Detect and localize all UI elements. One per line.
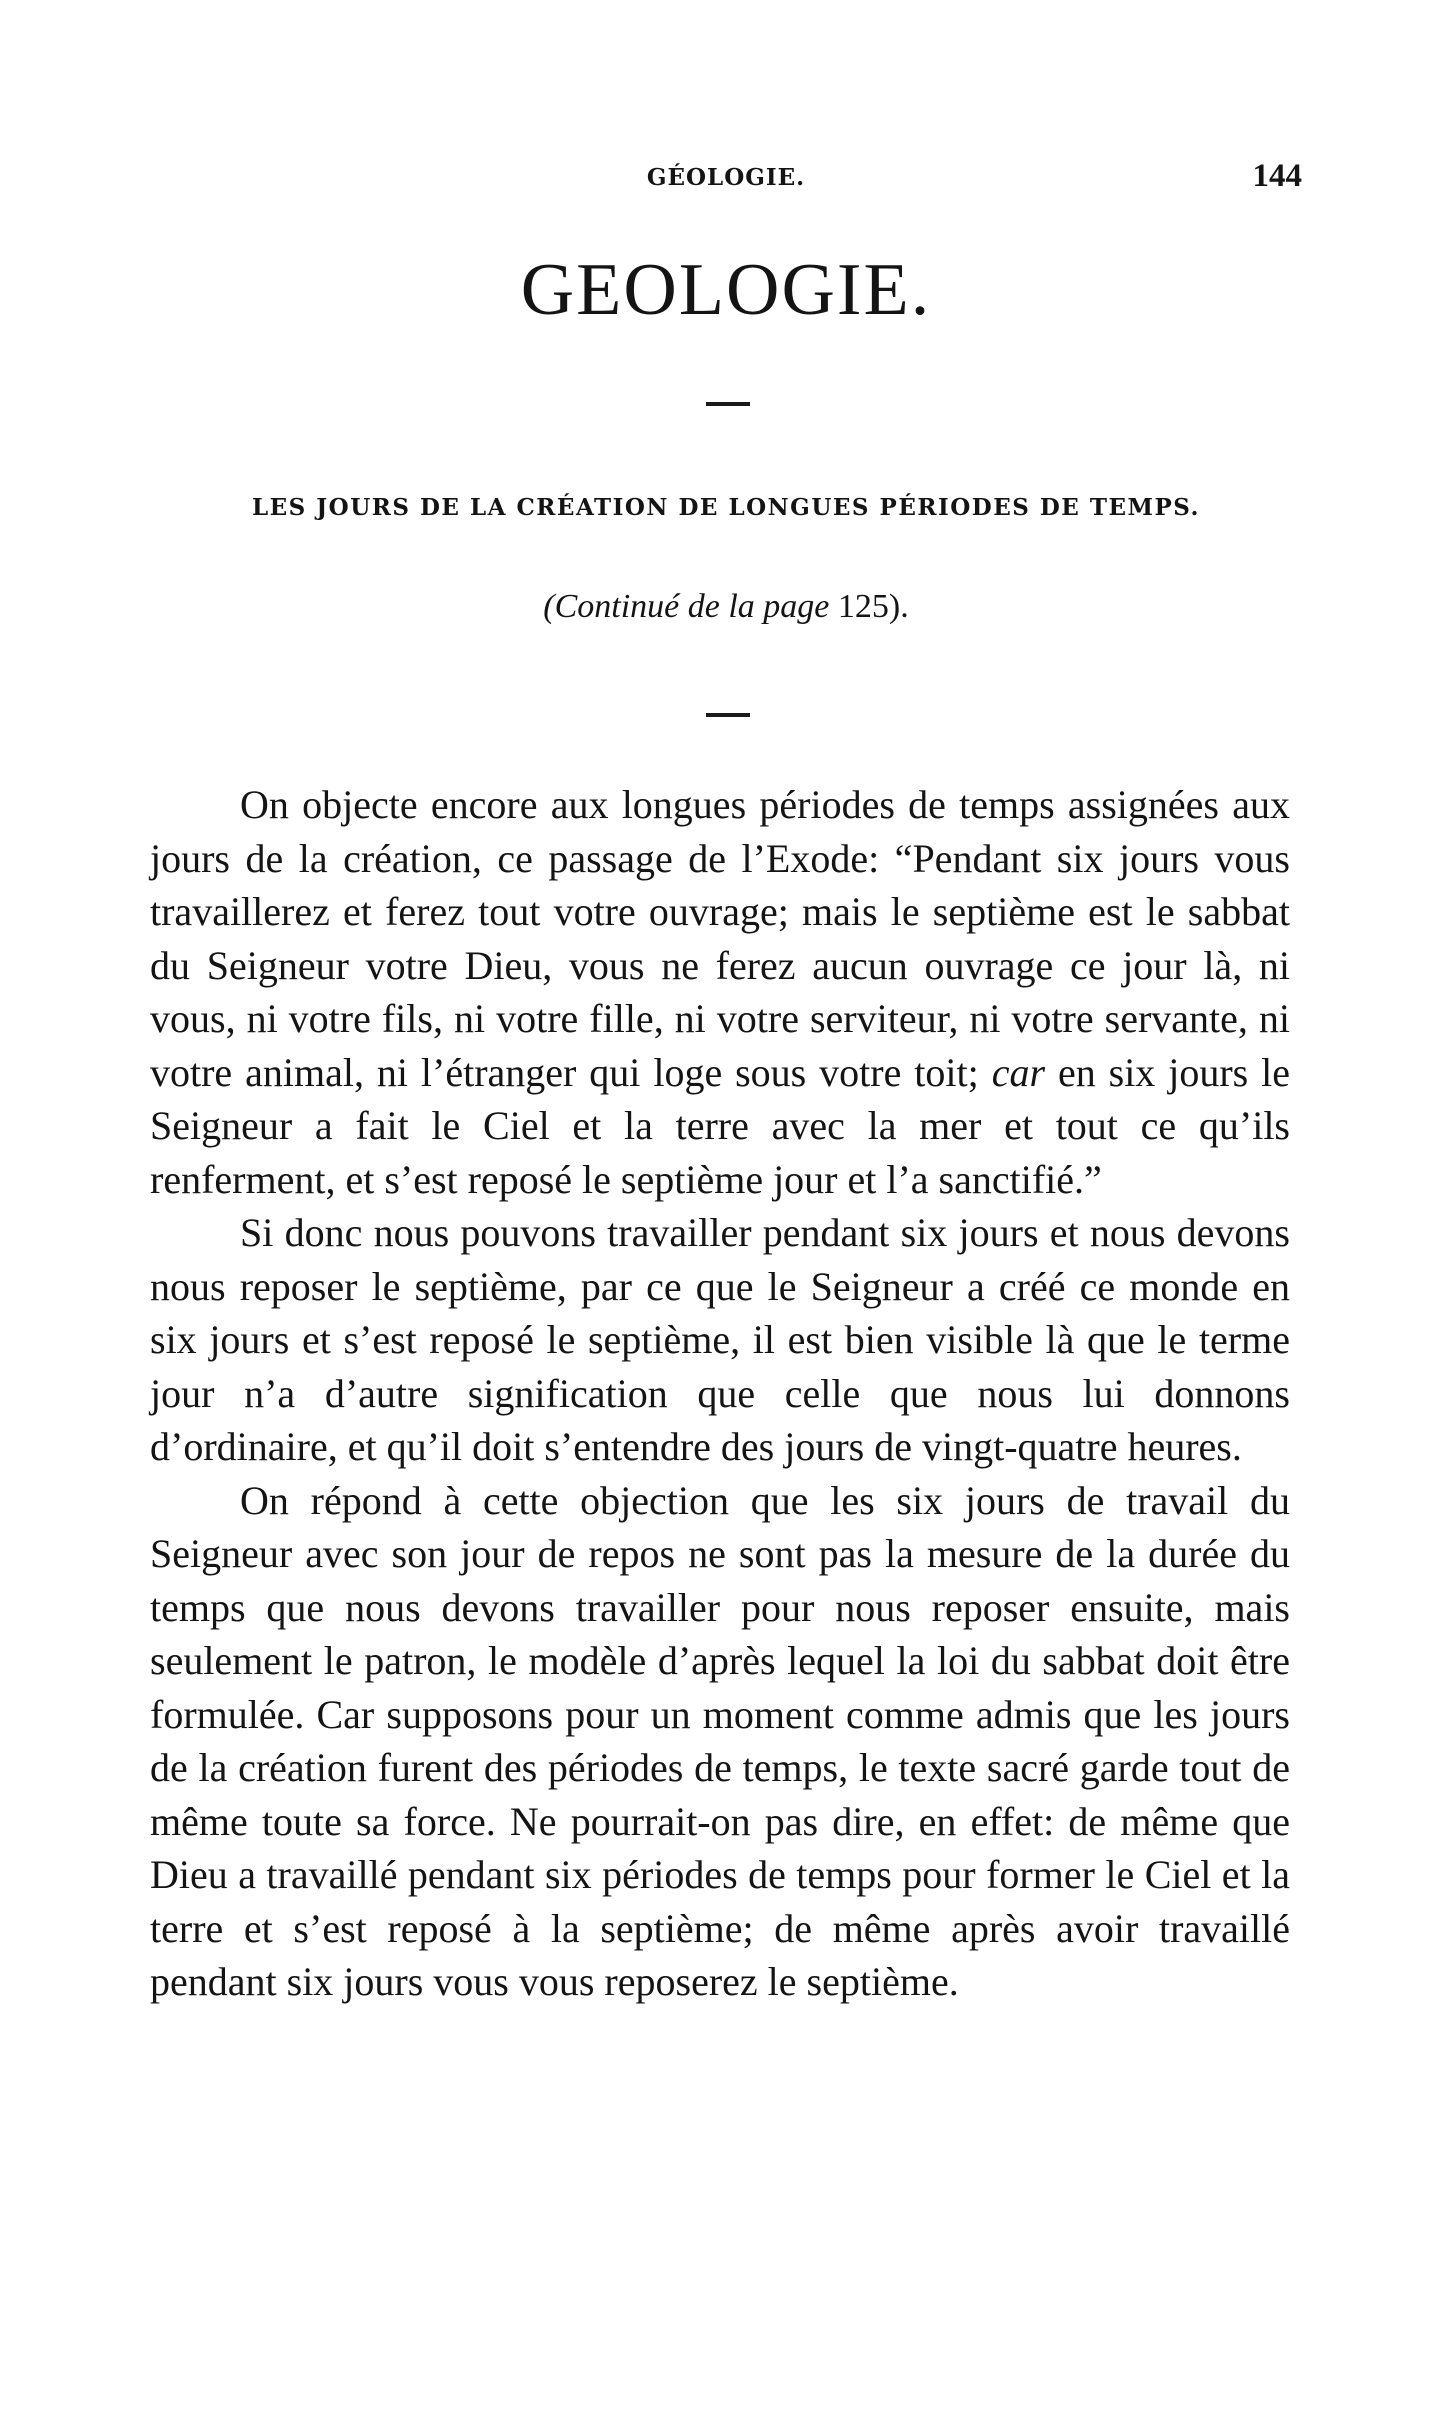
continued-suffix: ).	[888, 588, 909, 625]
running-head	[0, 158, 1452, 198]
page-number: 144	[1252, 158, 1302, 194]
paragraph-3: On répond à cette objection que les six jours de travail du Seigneur avec son jour de repos ne sont pas la mesure de la durée du temps que nous devons travailler pour nous reposer ensuite, mais seulement le patron, le modèle d’après lequel la loi du sabbat doit être formulée. Car supposons pour un moment comme admis que les jours de la création furent des périodes de temps, le texte sacré garde tout de même toute sa force. Ne pourrait-on pas dire, en effet: de même que Dieu a travaillé pendant six périodes de temps pour former le Ciel et la terre et s’est reposé à la septième; de même après avoir travaillé pendant six jours vous vous reposerez le septième.	[150, 1477, 1290, 2004]
running-title: GÉOLOGIE.	[646, 164, 806, 191]
divider-rule-bottom	[706, 713, 750, 717]
section-subtitle: LES JOURS DE LA CRÉATION DE LONGUES PÉRIODES DE TEMPS.	[251, 494, 1201, 521]
continued-page: 125	[837, 588, 889, 625]
paragraph-1-emphasis: car	[991, 1049, 1046, 1095]
paragraph-1-after: en six jours le Seigneur a fait le Ciel et la terre avec la mer et tout ce qu’ils renferment, et s’est reposé le septième jour et l’a sanctifié.”	[150, 1049, 1291, 1202]
paragraph-2: Si donc nous pouvons travailler pendant six jours et nous devons nous reposer le septième, par ce que le Seigneur a créé ce monde en six jours et s’est reposé le septième, il est bien visible là que le terme jour n’a d’autre signification que celle que nous lui donnons d’ordinaire, et qu’il doit s’entendre des jours de vingt-quatre heures.	[150, 1210, 1290, 1469]
paragraph-1	[150, 778, 1290, 1206]
continued-prefix: (Continué de la page	[543, 588, 830, 625]
divider-rule-top	[706, 402, 750, 406]
page-title: GEOLOGIE.	[520, 249, 932, 331]
paragraph-1-before: On objecte encore aux longues périodes de temps assignées aux jours de la création, ce passage de l’Exode: “Pendant six jours vous travaillerez et ferez tout votre ouvrage; mais le septième est le sabbat du Seigneur votre Dieu, vous ne ferez aucun ouvrage ce jour là, ni vous, ni votre fils, ni votre fille, ni votre serviteur, ni votre servante, ni votre animal, ni l’étranger qui loge sous votre toit;	[150, 782, 1290, 1095]
continued-note	[0, 588, 1452, 626]
body-text	[150, 778, 1290, 2009]
